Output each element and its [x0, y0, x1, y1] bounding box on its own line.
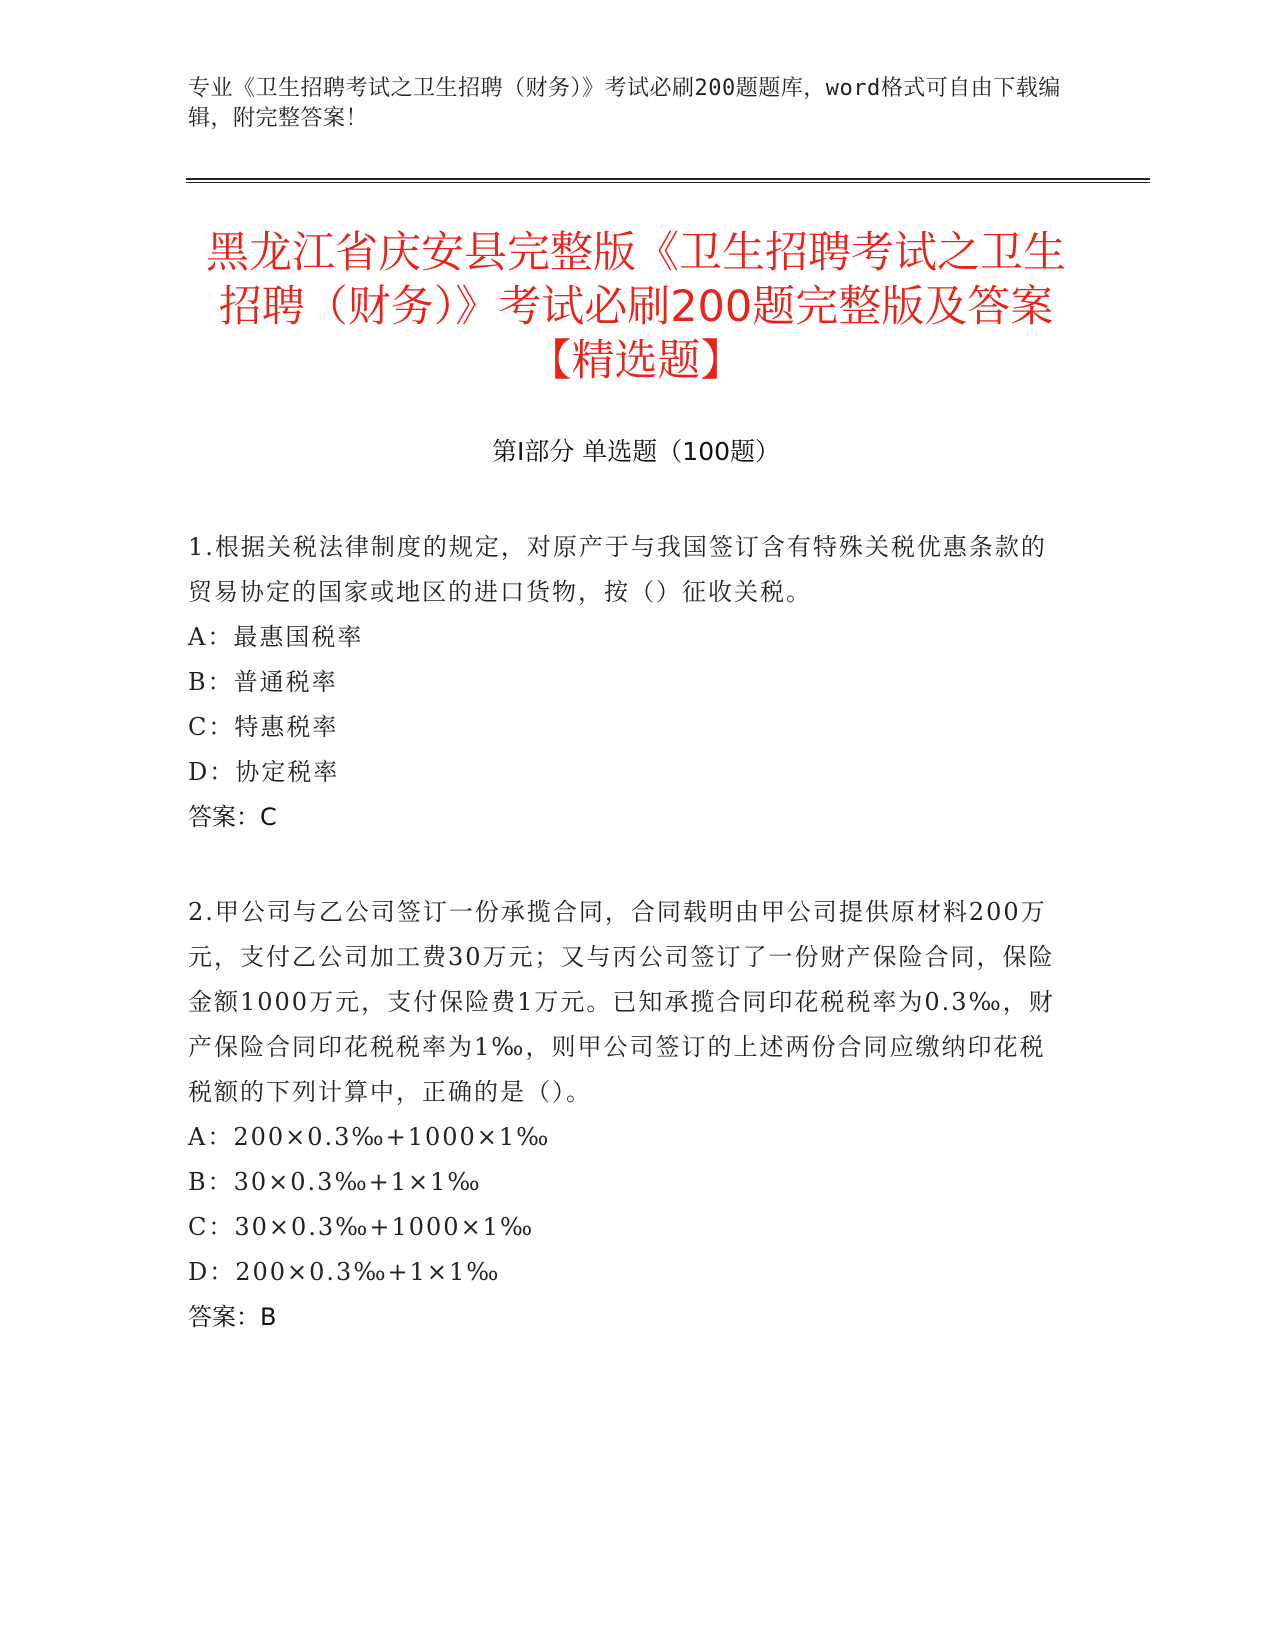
answer-line: 答案：C	[188, 803, 277, 831]
question-item	[188, 525, 1068, 840]
answer-line: 答案：B	[188, 1303, 277, 1331]
option-d: D：200×0.3‰+1×1‰	[188, 1258, 501, 1286]
question-text: 1.根据关税法律制度的规定，对原产于与我国签订含有特殊关税优惠条款的贸易协定的国家或地区的进口货物，按（）征收关税。	[188, 533, 1047, 606]
document-title: 黑龙江省庆安县完整版《卫生招聘考试之卫生招聘（财务）》考试必刷200题完整版及答案【精选题】	[206, 228, 1066, 386]
option-c: C：30×0.3‰+1000×1‰	[188, 1213, 535, 1241]
option-b: B：普通税率	[188, 668, 338, 696]
header-divider-thin	[186, 182, 1150, 183]
option-b: B：30×0.3‰+1×1‰	[188, 1168, 482, 1196]
option-a: A：200×0.3‰+1000×1‰	[188, 1123, 551, 1151]
option-d: D：协定税率	[188, 758, 340, 786]
option-c: C：特惠税率	[188, 713, 339, 741]
option-a: A：最惠国税率	[188, 623, 364, 651]
header-note: 专业《卫生招聘考试之卫生招聘（财务）》考试必刷200题题库，word格式可自由下载编辑，附完整答案！	[188, 76, 1061, 131]
section-title: 第Ⅰ部分 单选题（100题）	[491, 437, 781, 466]
question-item	[188, 890, 1068, 1340]
question-text: 2.甲公司与乙公司签订一份承揽合同，合同载明由甲公司提供原材料200万元，支付乙公司加工费30万元；又与丙公司签订了一份财产保险合同，保险金额1000万元，支付保险费1万元。已知承揽合同印花税税率为0.3‰，财产保险合同印花税税率为1‰，则甲公司签订的上述两份合同应缴纳印花税税额的下列计算中，正确的是（）。	[188, 898, 1055, 1106]
header-divider-thick	[186, 178, 1150, 180]
